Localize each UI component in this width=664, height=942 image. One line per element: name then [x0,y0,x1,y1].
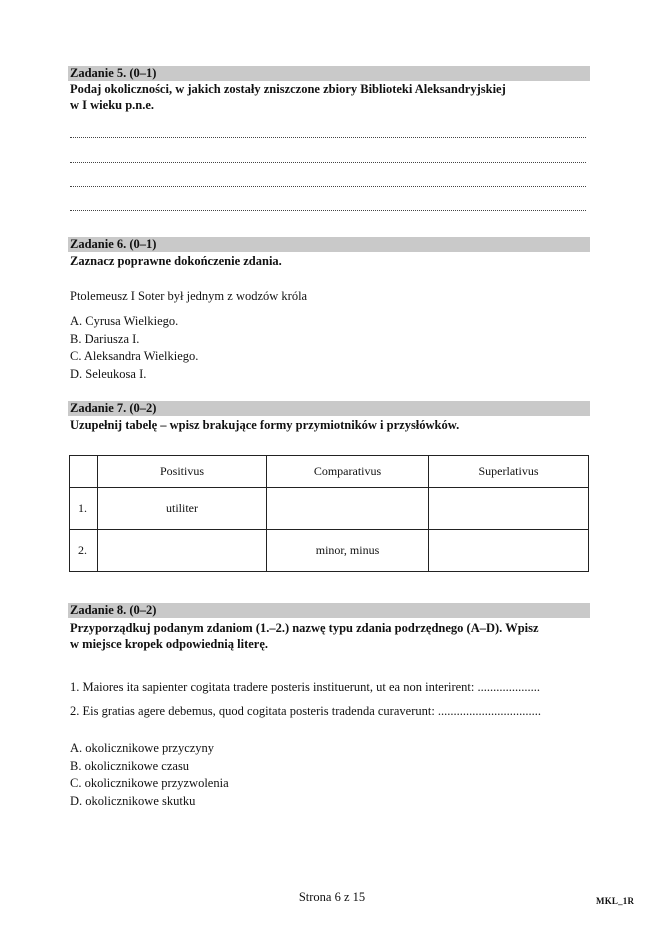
task8-option-a: A. okolicznikowe przyczyny [70,741,215,755]
task5-command-line2: w I wieku p.n.e. [70,98,155,112]
table-header-empty [70,456,98,488]
task6-option-d[interactable]: D. Seleukosa I. [70,367,147,381]
task8-option-c: C. okolicznikowe przyzwolenia [70,776,229,790]
task6-stem: Ptolemeusz I Soter był jednym z wodzów króla [70,289,308,303]
table-header-positivus: Positivus [98,456,267,488]
task8-command-line1: Przyporządkuj podanym zdaniom (1.–2.) nazwę typu zdania podrzędnego (A–D). Wpisz [70,621,539,635]
row-number: 1. [70,488,98,530]
table-row [70,530,589,572]
page-number: Strona 6 z 15 [298,890,366,904]
task7-title: Zadanie 7. (0–2) [70,401,157,415]
cell-positivus: utiliter [98,488,267,530]
task5-command-line1: Podaj okoliczności, w jakich zostały zniszczone zbiory Biblioteki Aleksandryjskiej [70,82,506,96]
task8-title: Zadanie 8. (0–2) [70,603,157,617]
answer-line-3[interactable] [70,186,586,187]
task6-title: Zadanie 6. (0–1) [70,237,157,251]
forms-table [69,455,589,572]
answer-line-4[interactable] [70,210,586,211]
task5-title: Zadanie 5. (0–1) [70,66,157,80]
table-header-superlativus: Superlativus [429,456,589,488]
task8-option-d: D. okolicznikowe skutku [70,794,196,808]
cell-superlativus-answer[interactable] [429,488,589,530]
table-row [70,488,589,530]
answer-line-1[interactable] [70,137,586,138]
task8-command-line2: w miejsce kropek odpowiednią literę. [70,637,269,651]
task6-command: Zaznacz poprawne dokończenie zdania. [70,254,282,268]
task6-option-c[interactable]: C. Aleksandra Wielkiego. [70,349,199,363]
cell-positivus-answer[interactable] [98,530,267,572]
row-number: 2. [70,530,98,572]
cell-superlativus-answer[interactable] [429,530,589,572]
cell-comparativus: minor, minus [267,530,429,572]
exam-code: MKL_1R [596,896,635,906]
answer-line-2[interactable] [70,162,586,163]
task6-option-b[interactable]: B. Dariusza I. [70,332,140,346]
table-header-comparativus: Comparativus [267,456,429,488]
task8-option-b: B. okolicznikowe czasu [70,759,190,773]
task8-sentence-2[interactable]: 2. Eis gratias agere debemus, quod cogitata posteris tradenda curaverunt: ................................. [70,704,542,718]
cell-comparativus-answer[interactable] [267,488,429,530]
task7-command: Uzupełnij tabelę – wpisz brakujące formy przymiotników i przysłówków. [70,418,460,432]
task6-option-a[interactable]: A. Cyrusa Wielkiego. [70,314,179,328]
table-header-row [70,456,589,488]
task8-sentence-1[interactable]: 1. Maiores ita sapienter cogitata tradere posteris instituerunt, ut ea non interirent: .................... [70,680,541,694]
